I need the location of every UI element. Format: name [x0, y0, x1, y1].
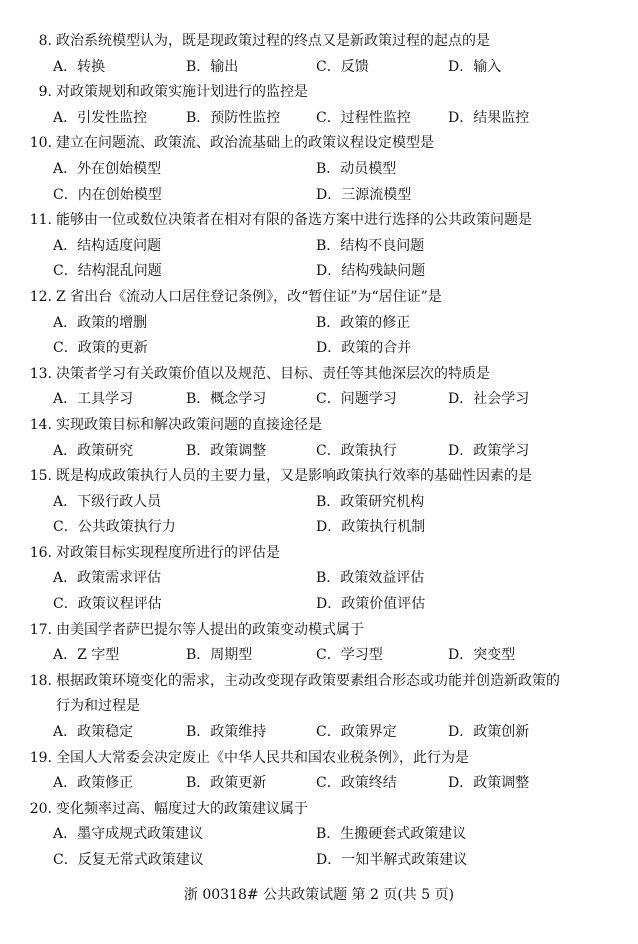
- question-item: [26, 746, 616, 797]
- answer-option: D．政策的合并: [316, 340, 412, 357]
- answer-option: B．政策维持: [186, 724, 267, 741]
- answer-option: A．政策需求评估: [53, 570, 162, 587]
- answer-option: C．政策终结: [316, 775, 397, 792]
- question-number: 13.: [29, 365, 52, 382]
- question-text: 由美国学者萨巴提尔等人提出的政策变动模式属于: [56, 621, 364, 638]
- question-number: 16.: [29, 544, 52, 561]
- answer-option: A．外在创始模型: [53, 160, 162, 177]
- question-item: [26, 797, 616, 874]
- question-item: [26, 669, 616, 746]
- question-stem-continued: [26, 694, 616, 720]
- question-stem: [26, 208, 616, 234]
- question-text: 根据政策环境变化的需求，主动改变现存政策要素组合形态或功能并创造新政策的: [56, 672, 560, 689]
- answer-option: C．政策议程评估: [53, 596, 162, 613]
- question-number: 11.: [29, 212, 52, 229]
- option-row: [26, 259, 616, 285]
- question-text: Z 省出台《流动人口居住登记条例》，改“暂住证”为“居住证”是: [56, 288, 442, 305]
- answer-option: A．转换: [53, 58, 106, 75]
- option-row: [26, 720, 616, 746]
- answer-option: B．周期型: [186, 647, 253, 664]
- question-item: [26, 362, 616, 413]
- answer-option: A．Z 字型: [53, 647, 120, 664]
- answer-option: D．政策价值评估: [316, 596, 426, 613]
- question-text: 变化频率过高、幅度过大的政策建议属于: [56, 800, 308, 817]
- question-stem: [26, 669, 616, 695]
- answer-option: C．结构混乱问题: [53, 263, 162, 280]
- answer-option: A．工具学习: [53, 391, 134, 408]
- option-row: [26, 439, 616, 465]
- answer-option: D．政策创新: [448, 724, 530, 741]
- question-stem: [26, 362, 616, 388]
- answer-option: B．输出: [186, 58, 239, 75]
- question-stem: [26, 131, 616, 157]
- question-stem: [26, 618, 616, 644]
- option-row: [26, 311, 616, 337]
- answer-option: B．政策更新: [186, 775, 267, 792]
- question-item: [26, 413, 616, 464]
- question-number: 15.: [29, 468, 52, 485]
- answer-option: D．三源流模型: [316, 186, 412, 203]
- question-text: 行为和过程是: [56, 698, 140, 715]
- option-row: [26, 848, 616, 874]
- answer-option: B．政策研究机构: [316, 493, 425, 510]
- option-row: [26, 771, 616, 797]
- question-item: [26, 208, 616, 285]
- answer-option: C．政策的更新: [53, 340, 148, 357]
- answer-option: A．引发性监控: [53, 109, 148, 126]
- answer-option: B．政策的修正: [316, 314, 411, 331]
- answer-option: D．政策学习: [448, 442, 530, 459]
- question-text: 决策者学习有关政策价值以及规范、目标、责任等其他深层次的特质是: [56, 365, 490, 382]
- question-item: [26, 464, 616, 541]
- question-stem: [26, 797, 616, 823]
- option-row: [26, 566, 616, 592]
- question-number: 12.: [29, 288, 52, 305]
- answer-option: A．结构适度问题: [53, 237, 162, 254]
- answer-option: C．内在创始模型: [53, 186, 162, 203]
- question-item: [26, 618, 616, 669]
- question-list: [26, 29, 616, 874]
- question-text: 建立在问题流、政策流、政治流基础上的政策议程设定模型是: [56, 135, 434, 152]
- answer-option: A．政策稳定: [53, 724, 134, 741]
- answer-option: C．政策界定: [316, 724, 397, 741]
- question-number: 9.: [38, 84, 52, 101]
- option-row: [26, 336, 616, 362]
- question-stem: [26, 29, 616, 55]
- question-number: 19.: [29, 749, 52, 766]
- option-row: [26, 183, 616, 209]
- question-stem: [26, 464, 616, 490]
- answer-option: D．一知半解式政策建议: [316, 852, 468, 868]
- question-text: 既是构成政策执行人员的主要力量，又是影响政策执行效率的基础性因素的是: [56, 468, 532, 485]
- answer-option: B．预防性监控: [186, 109, 281, 126]
- option-row: [26, 490, 616, 516]
- option-row: [26, 592, 616, 618]
- answer-option: D．结果监控: [448, 109, 530, 126]
- answer-option: A．政策研究: [53, 442, 134, 459]
- question-item: [26, 285, 616, 362]
- question-text: 全国人大常委会决定废止《中华人民共和国农业税条例》，此行为是: [56, 749, 469, 766]
- answer-option: A．政策修正: [53, 775, 134, 792]
- answer-option: B．政策调整: [186, 442, 267, 459]
- answer-option: C．政策执行: [316, 442, 397, 459]
- question-item: [26, 29, 616, 80]
- answer-option: C．过程性监控: [316, 109, 411, 126]
- option-row: [26, 106, 616, 132]
- option-row: [26, 234, 616, 260]
- answer-option: D．政策调整: [448, 775, 530, 792]
- question-stem: [26, 541, 616, 567]
- answer-option: C．公共政策执行力: [53, 519, 176, 536]
- question-stem: [26, 746, 616, 772]
- answer-option: C．问题学习: [316, 391, 397, 408]
- answer-option: D．输入: [448, 58, 502, 75]
- question-text: 对政策规划和政策实施计划进行的监控是: [56, 84, 308, 101]
- option-row: [26, 387, 616, 413]
- question-number: 17.: [29, 621, 52, 638]
- answer-option: A．政策的增删: [53, 314, 148, 331]
- question-stem: [26, 285, 616, 311]
- answer-option: B．生搬硬套式政策建议: [316, 826, 467, 843]
- question-text: 政治系统模型认为，既是现政策过程的终点又是新政策过程的起点的是: [56, 33, 490, 49]
- question-stem: [26, 413, 616, 439]
- answer-option: B．政策效益评估: [316, 570, 425, 587]
- page-footer: 浙 00318# 公共政策试题 第 2 页(共 5 页): [183, 887, 455, 903]
- answer-option: A．下级行政人员: [53, 493, 162, 510]
- question-text: 实现政策目标和解决政策问题的直接途径是: [56, 416, 322, 433]
- option-row: [26, 515, 616, 541]
- question-text: 对政策目标实现程度所进行的评估是: [56, 544, 280, 561]
- question-item: [26, 541, 616, 618]
- question-item: [26, 131, 616, 208]
- answer-option: B．结构不良问题: [316, 237, 425, 254]
- answer-option: C．反馈: [316, 58, 369, 75]
- option-row: [26, 822, 616, 848]
- question-number: 18.: [29, 672, 52, 689]
- question-item: [26, 80, 616, 131]
- option-row: [26, 643, 616, 669]
- answer-option: D．突变型: [448, 647, 516, 664]
- question-number: 14.: [29, 416, 52, 433]
- answer-option: A．墨守成规式政策建议: [53, 826, 204, 843]
- question-number: 10.: [29, 135, 52, 152]
- answer-option: B．动员模型: [316, 160, 397, 177]
- answer-option: C．学习型: [316, 647, 383, 664]
- question-stem: [26, 80, 616, 106]
- question-text: 能够由一位或数位决策者在相对有限的备选方案中进行选择的公共政策问题是: [56, 212, 532, 229]
- option-row: [26, 157, 616, 183]
- answer-option: C．反复无常式政策建议: [53, 852, 204, 868]
- answer-option: D．结构残缺问题: [316, 263, 426, 280]
- question-number: 20.: [29, 800, 52, 817]
- option-row: [26, 55, 616, 81]
- answer-option: B．概念学习: [186, 391, 267, 408]
- answer-option: D．政策执行机制: [316, 519, 426, 536]
- answer-option: D．社会学习: [448, 391, 530, 408]
- question-number: 8.: [38, 33, 52, 49]
